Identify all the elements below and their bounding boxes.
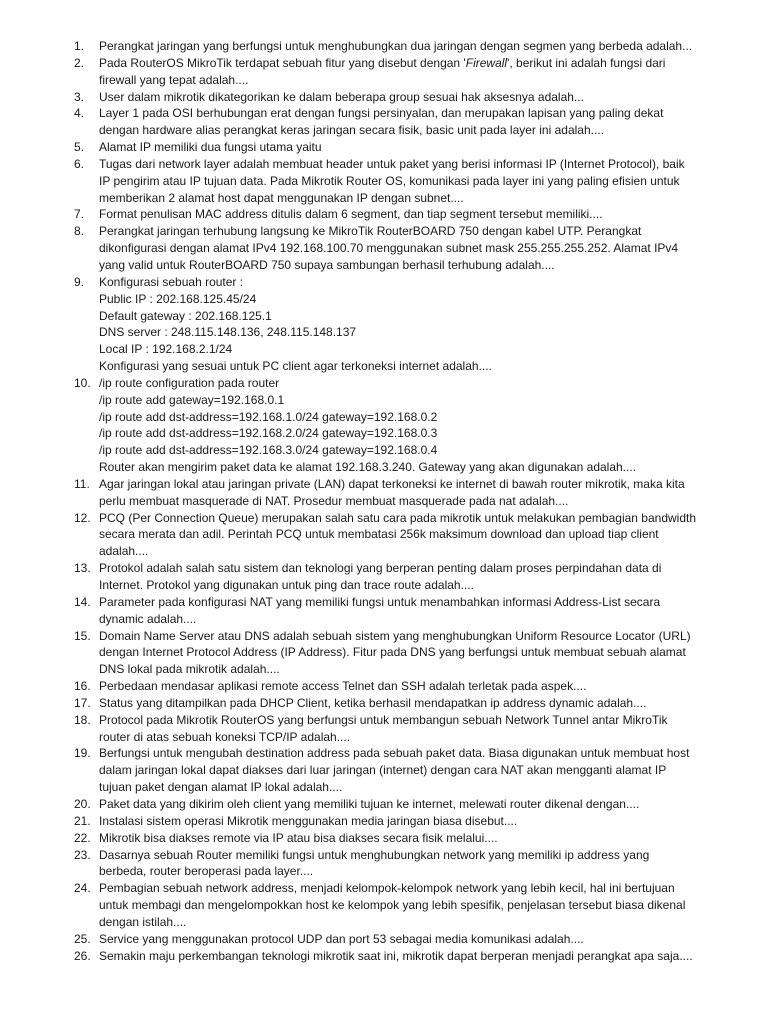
question-item bbox=[0, 830, 768, 847]
question-item bbox=[0, 880, 768, 931]
question-line: tujuan paket dengan alamat IP lokal adalah.... bbox=[99, 780, 343, 795]
question-number: 10. bbox=[74, 375, 91, 390]
question-line: Tugas dari network layer adalah membuat header untuk paket yang berisi informasi IP (Internet Protocol), baik bbox=[99, 156, 685, 171]
question-number: 3. bbox=[74, 89, 85, 104]
question-line: Parameter pada konfigurasi NAT yang memiliki fungsi untuk menambahkan informasi Address-List secara bbox=[99, 594, 661, 609]
question-line: Agar jaringan lokal atau jaringan private (LAN) dapat terkoneksi ke internet di bawah router mikrotik, maka kita bbox=[99, 476, 685, 491]
question-number: 20. bbox=[74, 796, 91, 811]
question-number: 14. bbox=[74, 594, 91, 609]
question-line: Dasarnya sebuah Router memiliki fungsi untuk menghubungkan network yang memiliki ip address yang bbox=[99, 847, 650, 862]
question-line: Public IP : 202.168.125.45/24 bbox=[99, 291, 257, 306]
question-number: 9. bbox=[74, 274, 85, 289]
question-item bbox=[0, 156, 768, 207]
question-number: 18. bbox=[74, 712, 91, 727]
question-number: 22. bbox=[74, 830, 91, 845]
question-number: 19. bbox=[74, 746, 91, 761]
italic-term: Firewall bbox=[465, 55, 508, 70]
question-number: 17. bbox=[74, 695, 91, 710]
question-line: /ip route add gateway=192.168.0.1 bbox=[99, 392, 285, 407]
question-line: dalam jaringan lokal dapat diakses dari luar jaringan (internet) dengan cara NAT akan mengganti alamat IP bbox=[99, 763, 667, 778]
question-item bbox=[0, 948, 768, 965]
question-item bbox=[0, 38, 768, 55]
question-number: 21. bbox=[74, 813, 91, 828]
question-number: 2. bbox=[74, 55, 85, 70]
question-line: Konfigurasi yang sesuai untuk PC client agar terkoneksi internet adalah.... bbox=[99, 359, 492, 374]
question-line: perlu membuat masquerade di NAT. Prosedur membuat masquerade pada nat adalah.... bbox=[99, 493, 569, 508]
question-line: dengan Internet Protocol Address (IP Address). Fitur pada DNS yang berfungsi untuk membuat sebuah alamat bbox=[99, 645, 686, 660]
question-line: berbeda, router beroperasi pada layer.... bbox=[99, 864, 314, 879]
question-line: DNS lokal pada mikrotik adalah.... bbox=[99, 662, 280, 677]
question-line: Perangkat jaringan yang berfungsi untuk menghubungkan dua jaringan dengan segmen yang berbeda adalah... bbox=[99, 39, 693, 53]
question-text: ', berikut ini adalah fungsi dari bbox=[507, 55, 666, 70]
question-number: 6. bbox=[74, 156, 85, 171]
question-number: 4. bbox=[74, 106, 85, 121]
question-number: 24. bbox=[74, 881, 91, 896]
document-page bbox=[0, 38, 768, 964]
question-item bbox=[0, 594, 768, 628]
question-line: Format penulisan MAC address ditulis dalam 6 segment, dan tiap segment tersebut memiliki.... bbox=[99, 207, 603, 222]
question-item bbox=[0, 274, 768, 375]
question-number: 5. bbox=[74, 140, 85, 155]
question-line: Internet. Protokol yang digunakan untuk ping dan trace route adalah.... bbox=[99, 578, 474, 592]
question-line: adalah.... bbox=[99, 544, 149, 559]
question-line: Alamat IP memiliki dua fungsi utama yaitu bbox=[99, 140, 322, 155]
question-line: Local IP : 192.168.2.1/24 bbox=[99, 342, 233, 357]
question-line: secara merata dan adil. Perintah PCQ untuk membatasi 256k maksimum download dan upload tiap client bbox=[99, 527, 659, 542]
question-line: User dalam mikrotik dikategorikan ke dalam beberapa group sesuai hak aksesnya adalah... bbox=[99, 89, 584, 104]
question-number: 7. bbox=[74, 207, 85, 222]
question-item bbox=[0, 206, 768, 223]
question-number: 26. bbox=[74, 948, 91, 963]
question-line: Service yang menggunakan protocol UDP dan port 53 sebagai media komunikasi adalah.... bbox=[99, 931, 584, 946]
question-line: Status yang ditampilkan pada DHCP Client, ketika berhasil mendapatkan ip address dynamic adalah.... bbox=[99, 695, 647, 710]
question-line: memberikan 2 alamat host dapat menggunakan IP dengan subnet.... bbox=[99, 190, 464, 205]
question-line: Layer 1 pada OSI berhubungan erat dengan fungsi persinyalan, dan merupakan lapisan yang paling dekat bbox=[99, 106, 664, 121]
question-item bbox=[0, 628, 768, 679]
question-line: Perbedaan mendasar aplikasi remote access Telnet dan SSH adalah terletak pada aspek.... bbox=[99, 679, 587, 694]
question-item bbox=[0, 745, 768, 796]
question-number: 12. bbox=[74, 510, 91, 525]
question-item bbox=[0, 678, 768, 695]
question-line: dengan hardware alias perangkat keras jaringan secara fisik, basic unit pada layer ini adalah.... bbox=[99, 123, 604, 138]
question-item bbox=[0, 796, 768, 813]
question-list bbox=[0, 38, 768, 964]
question-line: Perangkat jaringan terhubung langsung ke MikroTik RouterBOARD 750 dengan kabel UTP. Perangkat bbox=[99, 224, 642, 239]
question-item bbox=[0, 712, 768, 746]
question-line: Berfungsi untuk mengubah destination address pada sebuah paket data. Biasa digunakan untuk membuat host bbox=[99, 746, 690, 761]
question-line: router di atas sebuah koneksi TCP/IP adalah.... bbox=[99, 729, 351, 744]
question-number: 1. bbox=[74, 39, 85, 53]
question-line: dynamic adalah.... bbox=[99, 611, 197, 626]
question-number: 16. bbox=[74, 679, 91, 694]
question-item bbox=[0, 813, 768, 830]
question-line: Paket data yang dikirim oleh client yang memiliki tujuan ke internet, melewati router dikenal dengan.... bbox=[99, 796, 640, 811]
question-line: Konfigurasi sebuah router : bbox=[99, 274, 244, 289]
question-line: /ip route add dst-address=192.168.3.0/24 gateway=192.168.0.4 bbox=[99, 443, 438, 458]
question-item bbox=[0, 695, 768, 712]
question-line: Protokol adalah salah satu sistem dan teknologi yang berperan penting dalam proses perpindahan data di bbox=[99, 561, 662, 576]
question-line: /ip route add dst-address=192.168.2.0/24 gateway=192.168.0.3 bbox=[99, 426, 438, 441]
question-line: firewall yang tepat adalah.... bbox=[99, 72, 249, 87]
question-number: 15. bbox=[74, 628, 91, 643]
question-item bbox=[0, 139, 768, 156]
question-line: DNS server : 248.115.148.136, 248.115.148.137 bbox=[99, 325, 357, 340]
question-line: Instalasi sistem operasi Mikrotik menggunakan media jaringan biasa disebut.... bbox=[99, 813, 518, 828]
question-text: Pada RouterOS MikroTik terdapat sebuah fitur yang disebut dengan ' bbox=[99, 55, 466, 70]
question-number: 13. bbox=[74, 561, 91, 576]
question-item bbox=[0, 510, 768, 561]
question-number: 8. bbox=[74, 224, 85, 239]
question-item bbox=[0, 375, 768, 476]
question-line: Domain Name Server atau DNS adalah sebuah sistem yang menghubungkan Uniform Resource Locator (URL) bbox=[99, 628, 691, 643]
question-item bbox=[0, 560, 768, 594]
question-line: /ip route add dst-address=192.168.1.0/24 gateway=192.168.0.2 bbox=[99, 409, 438, 424]
question-line: dengan istilah.... bbox=[99, 914, 187, 929]
question-item bbox=[0, 931, 768, 948]
question-item bbox=[0, 89, 768, 106]
question-line: /ip route configuration pada router bbox=[99, 375, 280, 390]
question-item bbox=[0, 847, 768, 881]
question-number: 11. bbox=[74, 476, 90, 491]
question-line: dikonfigurasi dengan alamat IPv4 192.168.100.70 menggunakan subnet mask 255.255.255.252. Alamat IPv4 bbox=[99, 241, 679, 256]
question-line: IP pengirim atau IP tujuan data. Pada Mikrotik Router OS, komunikasi pada layer ini yang paling efisien untuk bbox=[99, 173, 680, 188]
question-line: Default gateway : 202.168.125.1 bbox=[99, 308, 272, 323]
question-line: PCQ (Per Connection Queue) merupakan salah satu cara pada mikrotik untuk melakukan pembagian bandwidth bbox=[99, 510, 696, 525]
question-line: Router akan mengirim paket data ke alamat 192.168.3.240. Gateway yang akan digunakan adalah.... bbox=[99, 460, 637, 475]
question-item bbox=[0, 476, 768, 510]
question-line: yang valid untuk RouterBOARD 750 supaya sambungan berhasil terhubung adalah.... bbox=[99, 257, 555, 272]
question-line: Semakin maju perkembangan teknologi mikrotik saat ini, mikrotik dapat berperan menjadi perangkat apa saja.... bbox=[99, 948, 693, 963]
question-line: untuk membagi dan mengelompokkan host ke kelompok yang lebih spesifik, penjelasan tersebut biasa dikenal bbox=[99, 898, 686, 913]
question-number: 25. bbox=[74, 931, 91, 946]
question-line bbox=[99, 55, 738, 72]
question-line: Pembagian sebuah network address, menjadi kelompok-kelompok network yang lebih kecil, hal ini bertujuan bbox=[99, 881, 675, 896]
question-line: Mikrotik bisa diakses remote via IP atau bisa diakses secara fisik melalui.... bbox=[99, 830, 498, 845]
question-line: Protocol pada Mikrotik RouterOS yang berfungsi untuk membangun sebuah Network Tunnel antar MikroTik bbox=[99, 712, 668, 727]
question-number: 23. bbox=[74, 847, 91, 862]
question-item bbox=[0, 223, 768, 274]
question-item bbox=[0, 105, 768, 139]
question-item bbox=[0, 55, 768, 89]
